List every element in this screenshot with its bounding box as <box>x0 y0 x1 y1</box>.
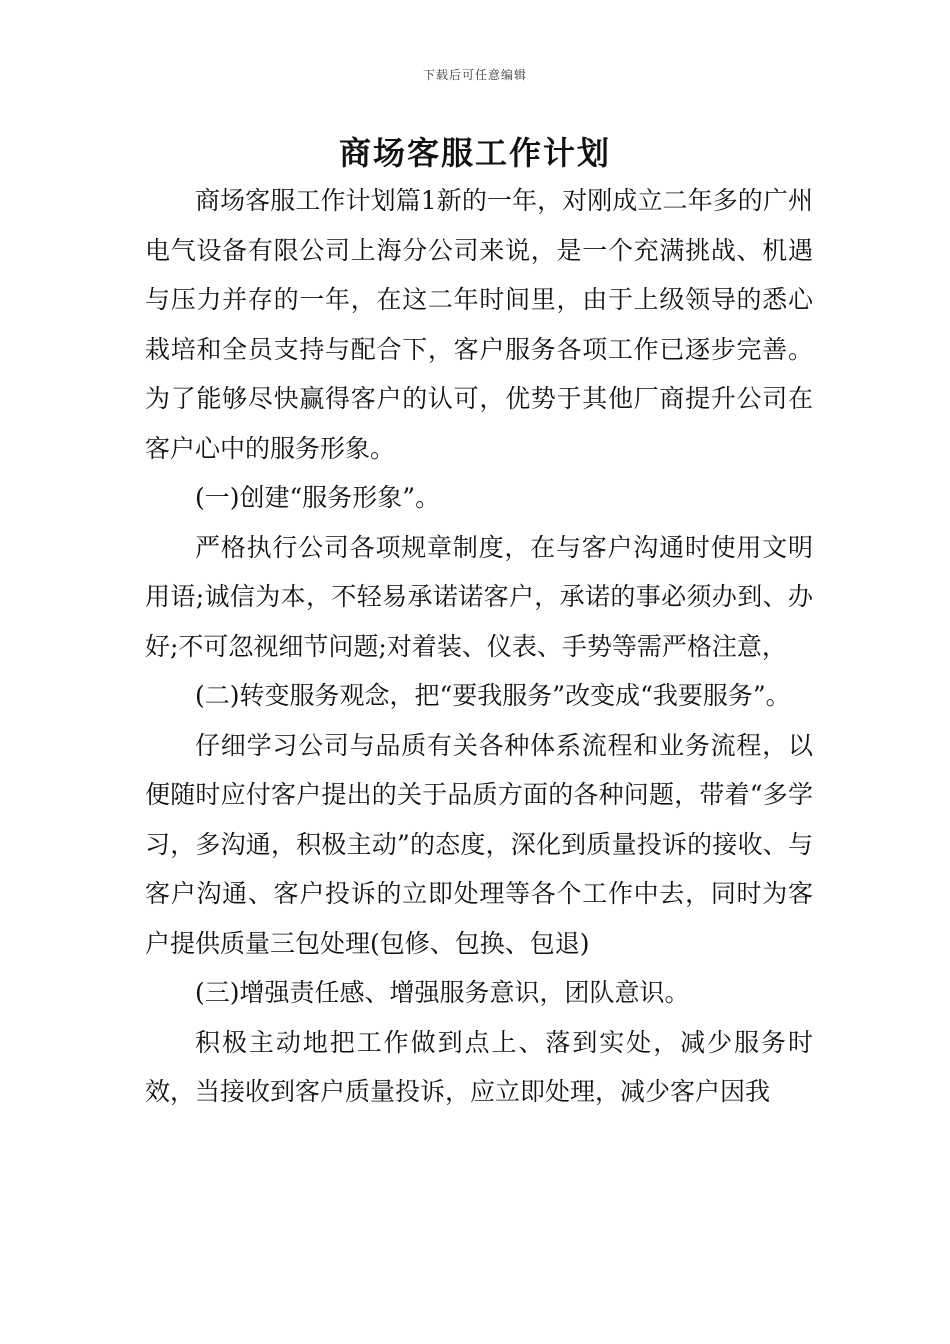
header-note: 下载后可任意编辑 <box>422 68 527 82</box>
paragraph-intro: 商场客服工作计划篇1新的一年，对刚成立二年多的广州电气设备有限公司上海分公司来说，是一个充满挑战、机遇与压力并存的一年，在这二年时间里，由于上级领导的悉心栽培和全员支持与配合下，客户服务各项工作已逐步完善。为了能够尽快赢得客户的认可，优势于其他厂商提升公司在客户心中的服务形象。 <box>145 186 813 463</box>
paragraph-3: 积极主动地把工作做到点上、落到实处，减少服务时效，当接收到客户质量投诉，应立即处理，减少客户因我 <box>145 1027 813 1106</box>
paragraph-2: 仔细学习公司与品质有关各种体系流程和业务流程，以便随时应付客户提出的关于品质方面的各种问题，带着“多学习，多沟通，积极主动”的态度，深化到质量投诉的接收、与客户沟通、客户投诉的立即处理等各个工作中去，同时为客户提供质量三包处理(包修、包换、包退) <box>145 730 813 958</box>
section-heading-3: (三)增强责任感、增强服务意识，团队意识。 <box>195 978 690 1007</box>
section-heading-2: (二)转变服务观念，把“要我服务”改变成“我要服务”。 <box>195 681 791 710</box>
document-title: 商场客服工作计划 <box>338 134 611 172</box>
section-heading-1: (一)创建“服务形象”。 <box>195 483 441 512</box>
document-body <box>145 176 813 1117</box>
paragraph-1: 严格执行公司各项规章制度，在与客户沟通时使用文明用语;诚信为本，不轻易承诺诺客户，承诺的事必须办到、办好;不可忽视细节问题;对着装、仪表、手势等需严格注意， <box>145 532 813 661</box>
